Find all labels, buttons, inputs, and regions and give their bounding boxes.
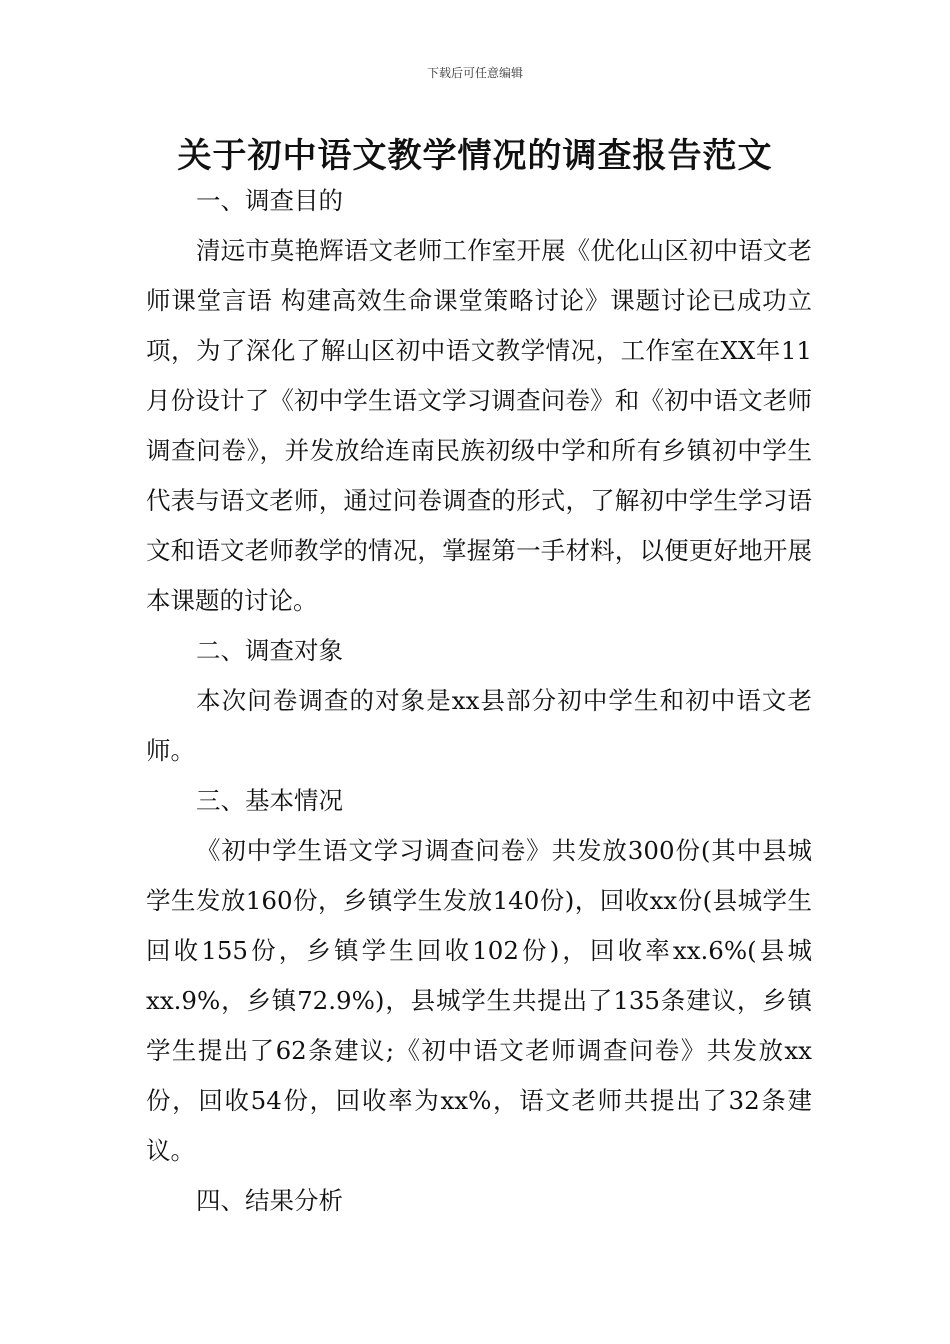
document-body [146,176,812,1226]
section-paragraph-purpose: 清远市莫艳辉语文老师工作室开展《优化山区初中语文老师课堂言语 构建高效生命课堂策略讨论》课题讨论已成功立项，为了深化了解山区初中语文教学情况，工作室在XX年11月份设计了《初中学生语文学习调查问卷》和《初中语文老师调查问卷》，并发放给连南民族初级中学和所有乡镇初中学生代表与语文老师，通过问卷调查的形式，了解初中学生学习语文和语文老师教学的情况，掌握第一手材料，以便更好地开展本课题的讨论。 [146,236,812,615]
header-note: 下载后可任意编辑 [426,66,523,80]
document-title: 关于初中语文教学情况的调查报告范文 [177,136,773,176]
section-heading-analysis: 四、结果分析 [196,1186,343,1215]
section-heading-subjects: 二、调查对象 [196,636,343,665]
section-heading-purpose: 一、调查目的 [196,186,343,215]
section-paragraph-subjects: 本次问卷调查的对象是xx县部分初中学生和初中语文老师。 [146,686,812,765]
section-paragraph-basic-info: 《初中学生语文学习调查问卷》共发放300份(其中县城学生发放160份，乡镇学生发放140份)，回收xx份(县城学生回收155份，乡镇学生回收102份)，回收率xx.6%(县城xx.9%，乡镇72.9%)，县城学生共提出了135条建议，乡镇学生提出了62条建议;《初中语文老师调查问卷》共发放xx份，回收54份，回收率为xx%，语文老师共提出了32条建议。 [146,836,812,1165]
section-heading-basic-info: 三、基本情况 [196,786,343,815]
